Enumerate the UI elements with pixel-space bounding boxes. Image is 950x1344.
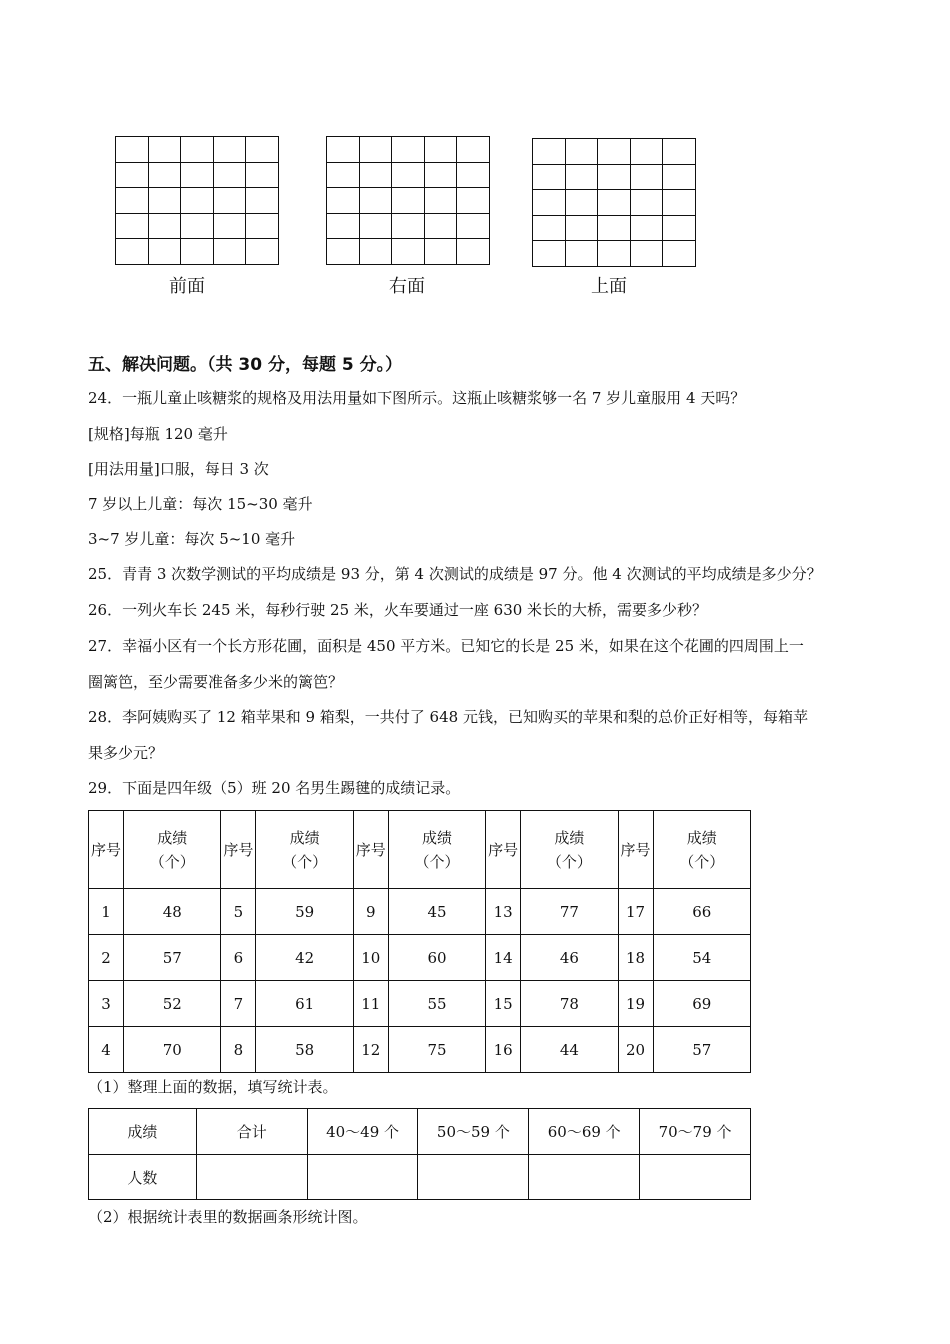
grid-front [115,136,279,265]
stats-header-40-49: 40～49 个 [307,1109,418,1155]
stats-blank-cell[interactable] [529,1155,640,1200]
cell-index: 7 [221,981,256,1027]
stats-blank-cell[interactable] [418,1155,529,1200]
cell-score: 57 [124,935,221,981]
cell-index: 1 [89,889,124,935]
cell-index: 13 [486,889,521,935]
q24-over7: 7 岁以上儿童：每次 15~30 毫升 [88,495,313,513]
question-27-line2: 圈篱笆，至少需要准备多少米的篱笆？ [88,673,344,691]
cell-index: 6 [221,935,256,981]
header-index: 序号 [89,811,124,889]
header-score: 成绩 （个） [124,811,221,889]
q24-spec: [规格]每瓶 120 毫升 [88,425,228,443]
stats-header-60-69: 60～69 个 [529,1109,640,1155]
q24-usage: [用法用量]口服，每日 3 次 [88,460,269,478]
cell-score: 77 [521,889,618,935]
cell-score: 61 [256,981,353,1027]
header-index: 序号 [221,811,256,889]
cell-index: 16 [486,1027,521,1073]
header-index: 序号 [618,811,653,889]
cell-score: 59 [256,889,353,935]
cell-index: 5 [221,889,256,935]
stats-header-50-59: 50～59 个 [418,1109,529,1155]
cell-score: 55 [388,981,485,1027]
cell-score: 60 [388,935,485,981]
section-heading: 五、解决问题。（共 30 分，每题 5 分。） [88,355,403,375]
header-index: 序号 [486,811,521,889]
question-28-line2: 果多少元？ [88,744,164,762]
question-28-line1: 28．李阿姨购买了 12 箱苹果和 9 箱梨，一共付了 648 元钱，已知购买的苹果和梨的总价正好相等，每箱苹 [88,708,808,726]
question-26: 26．一列火车长 245 米，每秒行驶 25 米，火车要通过一座 630 米长的大桥，需要多少秒？ [88,601,708,619]
stats-header-total: 合计 [196,1109,307,1155]
header-score: 成绩 （个） [521,811,618,889]
grid-right [326,136,490,265]
cell-index: 3 [89,981,124,1027]
cell-score: 75 [388,1027,485,1073]
table-row [89,1027,751,1073]
label-top: 上面 [591,276,627,297]
cell-index: 12 [353,1027,388,1073]
header-index: 序号 [353,811,388,889]
cell-score: 58 [256,1027,353,1073]
question-29-part2: （2）根据统计表里的数据画条形统计图。 [88,1208,368,1226]
stats-table [88,1108,751,1200]
cell-score: 66 [653,889,750,935]
cell-index: 10 [353,935,388,981]
table-row [89,889,751,935]
q24-age3to7: 3~7 岁儿童：每次 5~10 毫升 [88,530,296,548]
cell-score: 44 [521,1027,618,1073]
cell-index: 11 [353,981,388,1027]
question-25: 25．青青 3 次数学测试的平均成绩是 93 分，第 4 次测试的成绩是 97 分。他 4 次测试的平均成绩是多少分？ [88,565,822,583]
cell-index: 18 [618,935,653,981]
header-score: 成绩 （个） [388,811,485,889]
stats-header-score: 成绩 [89,1109,197,1155]
stats-header-70-79: 70～79 个 [640,1109,751,1155]
question-29-part1: （1）整理上面的数据，填写统计表。 [88,1078,338,1096]
stats-count-row [89,1155,751,1200]
records-table [88,810,751,1073]
stats-blank-cell[interactable] [196,1155,307,1200]
question-24: 24．一瓶儿童止咳糖浆的规格及用法用量如下图所示。这瓶止咳糖浆够一名 7 岁儿童服用 4 天吗？ [88,389,746,407]
cell-score: 57 [653,1027,750,1073]
records-header-row [89,811,751,889]
header-score: 成绩 （个） [256,811,353,889]
cell-index: 17 [618,889,653,935]
cell-index: 2 [89,935,124,981]
cell-index: 8 [221,1027,256,1073]
stats-blank-cell[interactable] [307,1155,418,1200]
cell-index: 19 [618,981,653,1027]
header-score: 成绩 （个） [653,811,750,889]
stats-header-row [89,1109,751,1155]
cell-score: 46 [521,935,618,981]
cell-score: 69 [653,981,750,1027]
label-front: 前面 [169,276,205,297]
cell-score: 78 [521,981,618,1027]
question-27-line1: 27．幸福小区有一个长方形花圃，面积是 450 平方米。已知它的长是 25 米，如果在这个花圃的四周围上一 [88,637,804,655]
stats-row-label: 人数 [89,1155,197,1200]
cell-index: 9 [353,889,388,935]
question-29: 29．下面是四年级（5）班 20 名男生踢毽的成绩记录。 [88,779,461,797]
cell-index: 14 [486,935,521,981]
grid-top [532,138,696,267]
table-row [89,981,751,1027]
cell-score: 54 [653,935,750,981]
cell-score: 70 [124,1027,221,1073]
cell-index: 4 [89,1027,124,1073]
cell-score: 48 [124,889,221,935]
cell-index: 20 [618,1027,653,1073]
cell-score: 42 [256,935,353,981]
cell-score: 45 [388,889,485,935]
label-right: 右面 [389,276,425,297]
cell-index: 15 [486,981,521,1027]
table-row [89,935,751,981]
cell-score: 52 [124,981,221,1027]
stats-blank-cell[interactable] [640,1155,751,1200]
